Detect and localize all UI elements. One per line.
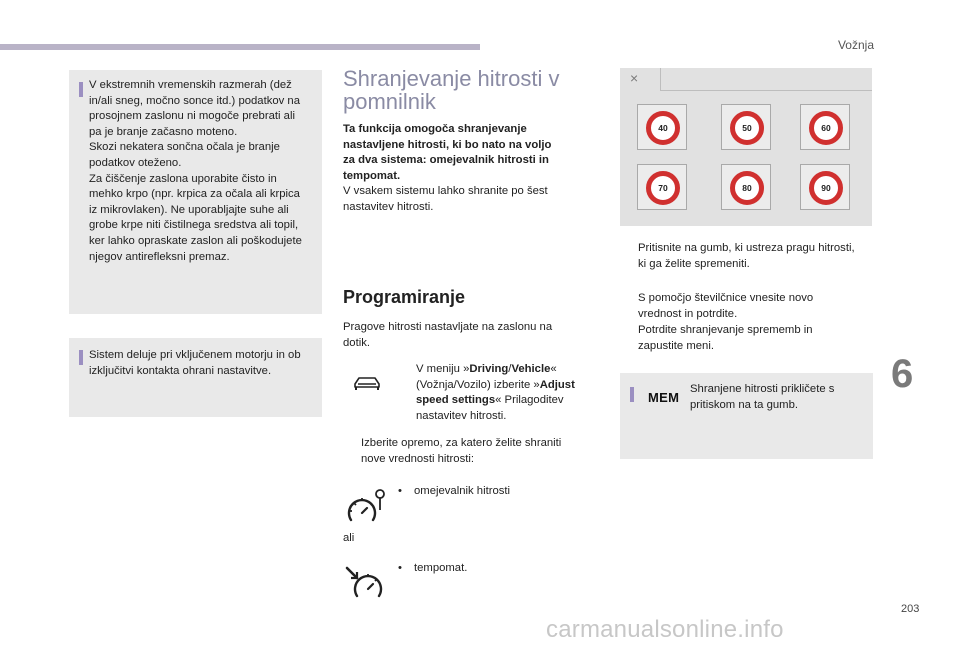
step-menu-driving [398,362,598,424]
text-line: Potrdite shranjevanje sprememb in [638,324,813,336]
text-line: grobe krpe niti čistilnega sredstva ali topil, [89,219,299,232]
option-label: omejevalnik hitrosti [414,485,511,497]
speed-button[interactable] [800,104,850,150]
text-line: Skozi nekatera sončna očala je branje [89,141,280,154]
text-line: tempomat. [343,169,401,182]
speed-value: 70 [658,183,668,193]
info-box-display [69,70,322,314]
page-title [343,67,603,113]
text-line: Izberite opremo, za katero želite shraniti [361,437,562,449]
bullet-marker [343,436,361,467]
info-box-text [89,348,316,379]
menu-name-adjust: Adjust [539,378,575,391]
speed-limit-sign-icon [809,111,843,145]
page-number: 203 [901,603,920,615]
text-line: Pragove hitrosti nastavljate na zaslonu na [343,321,553,333]
menu-name-driving: Driving [469,363,509,375]
car-icon [352,374,382,394]
text-line: dotik. [343,336,371,349]
section-title: Vožnja [837,38,874,52]
text-line: nove vrednosti hitrosti: [361,452,475,465]
option-cruise-control [398,561,578,577]
option-speed-limiter [398,484,578,500]
bullet-marker [620,291,638,322]
text-line: izključitvi kontakta ohrani nastavitve. [89,364,272,377]
text-line: Ta funkcija omogoča shranjevanje [343,123,527,135]
speed-value: 40 [658,123,668,133]
text-line: S pomočjo številčnice vnesite novo [638,292,814,304]
text-run: (Vožnja/Vozilo) izberite » [416,378,540,391]
title-line: Shranjevanje hitrosti v [343,66,560,91]
bullet-dot: • [398,562,402,574]
speed-button[interactable] [637,164,687,210]
bullet-dot: • [398,485,402,497]
text-line: ki ga želite spremeniti. [638,257,750,270]
text-line: nastavljene hitrosti, ki bo nato na voljo [343,138,552,151]
info-icon [79,350,83,365]
speed-limit-sign-icon [646,111,680,145]
speed-value: 50 [742,123,752,133]
menu-name-vehicle: Vehicle [511,363,551,375]
speed-button[interactable] [721,104,771,150]
info-icon [630,387,634,402]
text-line: vrednost in potrdite. [638,307,738,320]
option-label: tempomat. [414,562,468,574]
text-line: njegov antirefleksni premaz. [89,250,230,263]
info-box-text [89,78,316,265]
step-confirm-save [620,323,880,354]
text-line: mehko krpo (npr. krpica za očala ali krpica [89,188,300,201]
text-run: « [550,363,557,375]
speed-value: 90 [821,183,831,193]
mem-button-label: MEM [648,390,680,405]
title-line: pomnilnik [343,89,436,114]
info-box-settings [69,338,322,417]
speed-button[interactable] [721,164,771,210]
menu-name-speed-settings: speed settings [416,394,496,407]
divider [660,90,872,91]
text-line: nastavitev hitrosti. [343,200,434,213]
text-line: prosojnem zaslonu ni mogoče prebrati ali [89,110,295,123]
text-line: ker lahko opraskate zaslon ali poškodujete [89,234,302,247]
text-line: za dva sistema: omejevalnik hitrosti in [343,154,549,167]
step-press-button [620,241,880,272]
info-box-text [690,382,867,413]
speed-settings-screen [620,68,872,226]
text-run: V meniju » [416,363,470,375]
text-line: podatkov oteženo. [89,156,182,169]
divider [660,68,661,90]
speed-value: 60 [821,123,831,133]
intro-paragraph [343,122,583,216]
speed-limit-sign-icon [809,171,843,205]
text-line: Shranjene hitrosti prikličete s [690,383,835,395]
close-icon[interactable]: × [630,70,639,86]
text-line: zapustite meni. [638,339,714,352]
step-enter-value [620,291,880,322]
speed-value: 80 [742,183,752,193]
speed-button[interactable] [800,164,850,210]
speed-limiter-icon [345,488,387,528]
text-line: pa je branje začasno moteno. [89,125,238,138]
text-line: Za čiščenje zaslona uporabite čisto in [89,172,277,185]
text-run: « Prilagoditev [495,394,564,407]
speed-limit-sign-icon [646,171,680,205]
text-line: nastavitev hitrosti. [416,409,507,422]
bullet-marker [620,323,638,354]
top-accent-bar [0,44,480,50]
or-text: ali [343,532,355,544]
speed-limit-sign-icon [730,171,764,205]
text-line: in/ali sneg, močno sonce itd.) podatkov na [89,94,301,107]
chapter-number: 6 [891,352,914,396]
watermark: carmanualsonline.info [546,616,784,643]
programming-intro [343,320,583,351]
text-line: V ekstremnih vremenskih razmerah (dež [89,79,292,91]
info-icon [79,82,83,97]
cruise-control-icon [345,566,387,604]
section-heading: Programiranje [343,287,466,307]
text-line: pritiskom na ta gumb. [690,398,798,411]
text-run: / [508,363,512,375]
step-select-equipment [343,436,593,467]
speed-button[interactable] [637,104,687,150]
bullet-marker [620,241,638,272]
speed-limit-sign-icon [730,111,764,145]
text-line: Pritisnite na gumb, ki ustreza pragu hitrosti, [638,242,855,254]
text-line: V vsakem sistemu lahko shranite po šest [343,185,548,198]
text-line: Sistem deluje pri vključenem motorju in ob [89,349,301,361]
text-line: iz mikrovlaken). Ne uporabljajte suhe ali [89,203,289,216]
info-box-mem [620,373,873,459]
bullet-marker [398,362,416,424]
